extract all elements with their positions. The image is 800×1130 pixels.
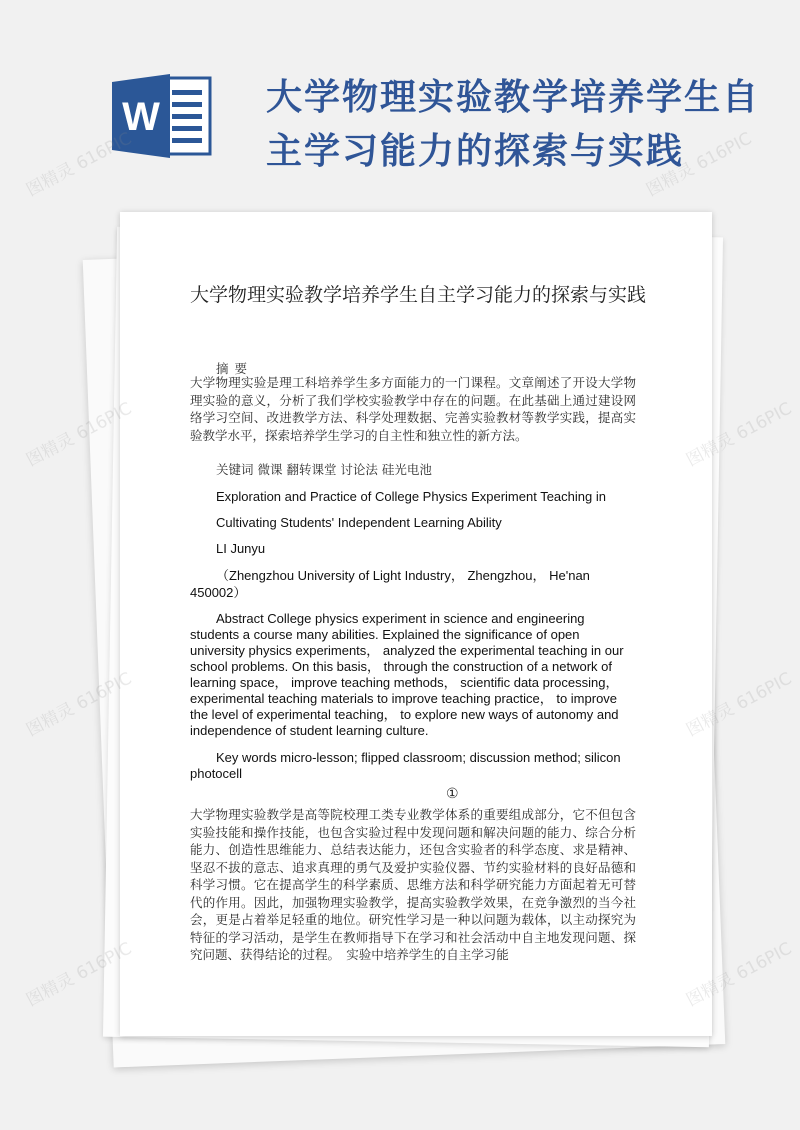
watermark: 图精灵 616PIC	[683, 938, 796, 1011]
watermark: 图精灵 616PIC	[23, 668, 136, 741]
affiliation: （Zhengzhou University of Light Industry， Zhengzhou， He'nan 450002）	[190, 568, 590, 600]
section-marker: ①	[446, 786, 459, 802]
document-title: 大学物理实验教学培养学生自主学习能力的探索与实践	[190, 284, 647, 306]
banner-title-line1: 大学物理实验教学培养学生自	[266, 76, 761, 118]
abstract-english: Abstract College physics experiment in science and engineering students a course many abilities. Explained the significance of open university physics experiments， analyzed the experimental teaching in our school problems. On this basis， through the construction of a network of learning space， improve teaching methods， scientific data processing， experimental teaching materials to improve teaching practice， to improve the level of experimental teaching， to explore new ways of autonomy and independence of student learning culture.	[190, 611, 624, 738]
watermark: 图精灵 616PIC	[683, 668, 796, 741]
english-title-line2: Cultivating Students' Independent Learning Ability	[216, 515, 502, 530]
abstract-body: 大学物理实验是理工科培养学生多方面能力的一门课程。文章阐述了开设大学物理实验的意义，分析了我们学校实验教学中存在的问题。在此基础上通过建设网络学习空间、改进教学方法、科学处理数据、完善实验教材等教学实践，提高实验教学水平，探索培养学生学习的自主性和独立性的新方法。	[190, 375, 636, 443]
keywords-chinese: 关键词 微课 翻转课堂 讨论法 硅光电池	[216, 462, 432, 477]
word-icon-letter: W	[122, 95, 160, 139]
author: LI Junyu	[216, 541, 266, 556]
keywords-english: Key words micro-lesson; flipped classroom; discussion method; silicon photocell	[190, 750, 621, 781]
watermark: 图精灵 616PIC	[23, 938, 136, 1011]
banner	[0, 0, 800, 200]
word-document-icon	[112, 72, 212, 160]
english-title-line1: Exploration and Practice of College Physics Experiment Teaching in	[216, 489, 606, 504]
banner-title-line2: 主学习能力的探索与实践	[266, 130, 685, 172]
body-paragraph: 大学物理实验教学是高等院校理工类专业教学体系的重要组成部分，它不但包含实验技能和操作技能，也包含实验过程中发现问题和解决问题的能力、综合分析能力、创造性思维能力、总结表达能力，还包含实验者的科学态度、求是精神、坚忍不拔的意志、追求真理的勇气及爱护实验仪器、节约实验材料的良好品德和科学习惯。它在提高学生的科学素质、思维方法和科学研究能力方面起着无可替代的作用。因此，加强物理实验教学，提高实验教学效果，在竞争激烈的当今社会，更是占着举足轻重的地位。研究性学习是一种以问题为载体，以主动探究为特征的学习活动，是学生在教师指导下在学习和社会活动中自主地发现问题、探究问题、获得结论的过程。 实验中培养学生的自主学习能	[190, 807, 636, 962]
banner-title	[266, 70, 786, 178]
watermark: 图精灵 616PIC	[643, 128, 756, 201]
watermark: 图精灵 616PIC	[23, 398, 136, 471]
watermark: 图精灵 616PIC	[23, 128, 136, 201]
abstract-label: 摘要	[216, 361, 254, 376]
watermark: 图精灵 616PIC	[683, 398, 796, 471]
